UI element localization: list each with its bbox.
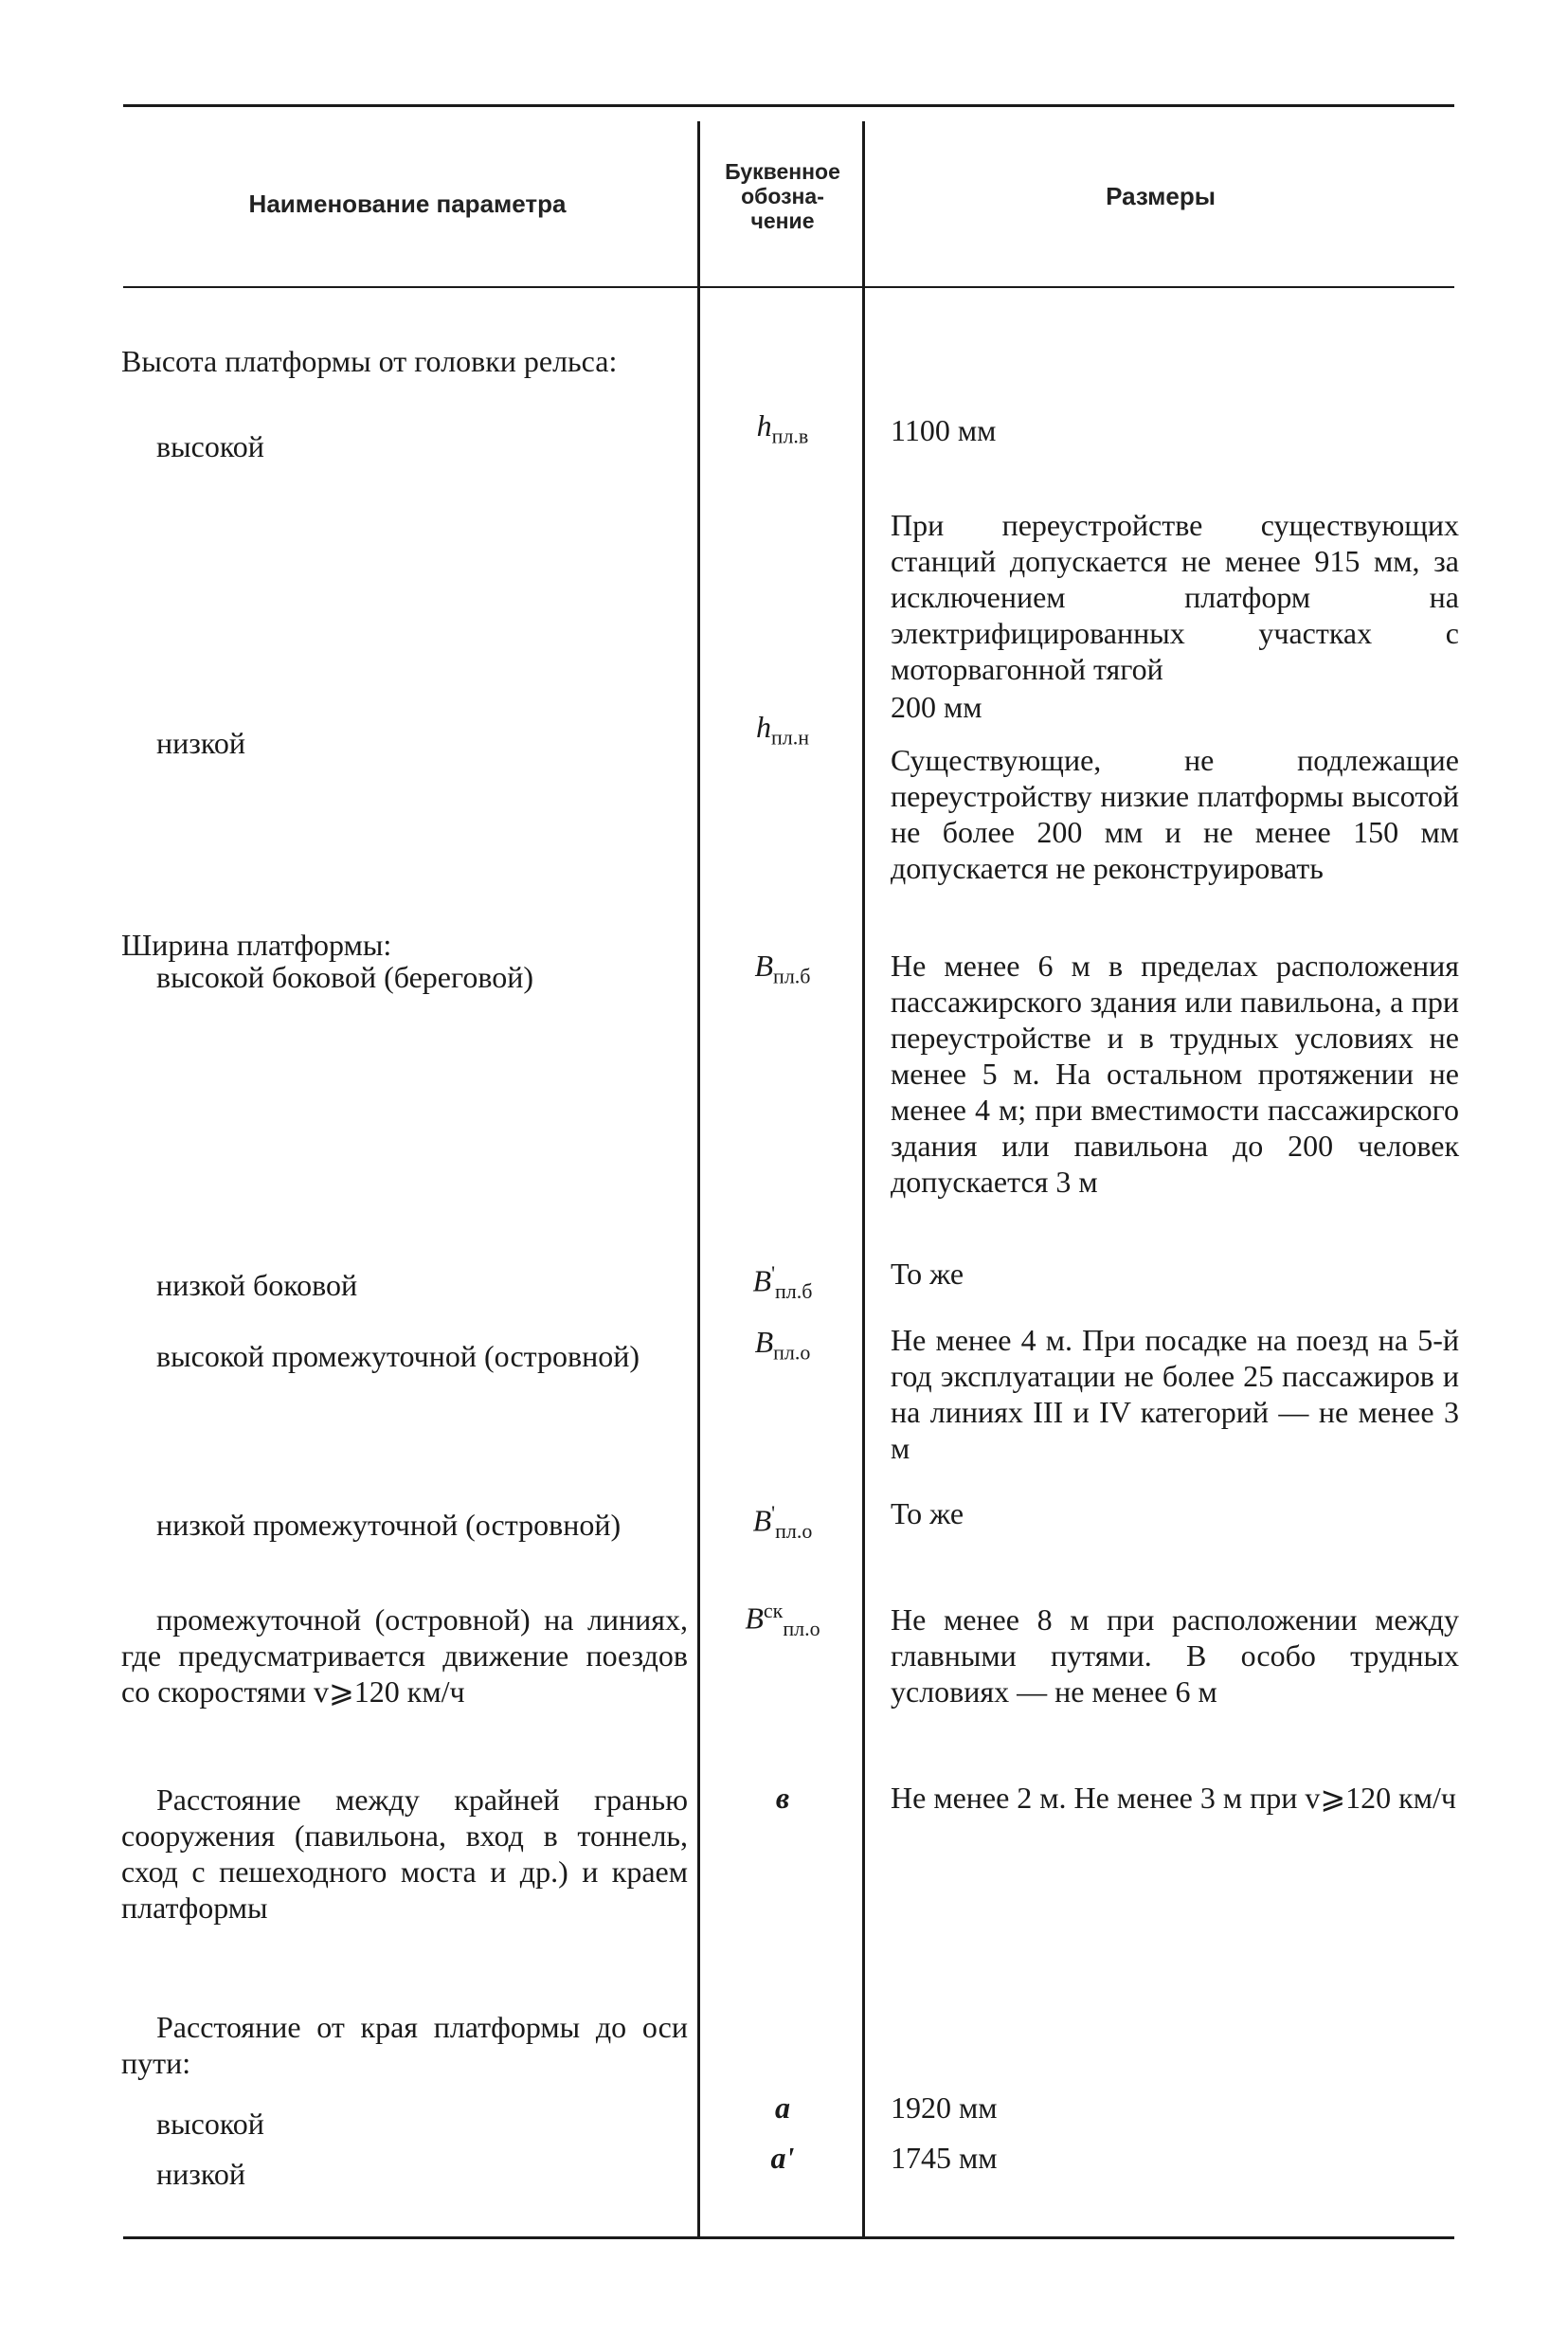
value-low-island: То же [891, 1496, 964, 1530]
value-fast-island: Не менее 8 м при расположении между главными путями. В особо трудных условиях — не менее 6 м [891, 1602, 1459, 1709]
value-axis-low: 1745 мм [891, 2141, 998, 2175]
header-sizes: Размеры [1106, 182, 1216, 210]
value-low-side: То же [891, 1257, 964, 1291]
symbol-sub: пл.н [770, 725, 810, 750]
header-symbol [703, 159, 862, 233]
symbol-sub: пл.в [771, 424, 809, 448]
row-high-island-label: высокой промежуточной (островной) [156, 1339, 640, 1373]
value-distance-edge: Не менее 2 м. Не менее 3 м при v⩾120 км/ч [891, 1781, 1456, 1815]
symbol-sub: пл.о [773, 1340, 811, 1365]
symbol-sup: ' [771, 1501, 776, 1525]
symbol-main: B [754, 949, 774, 983]
row-axis-title: Расстояние от края платформы до оси пути: [121, 2010, 688, 2080]
header-symbol-line: обозна- [741, 184, 824, 208]
value-high-island: Не менее 4 м. При посадке на поезд на 5-й год эксплуатации не более 25 пассажиров и на линиях III и IV категорий — не менее 3 м [891, 1323, 1459, 1465]
note-high: При переустройстве существующих станций допускается не менее 915 мм, за исключением платформ на электрифицированных участках с моторвагонной тягой [891, 508, 1459, 686]
row-fast-island-label: промежуточной (островной) на линиях, где предусматривается движение поездов со скоростями v⩾120 км/ч [121, 1602, 688, 1709]
row-low-label: низкой [156, 726, 245, 760]
symbol-low-island [703, 1495, 862, 1549]
symbol-distance-edge: в [775, 1781, 790, 1815]
symbol-axis-high: a [775, 2090, 790, 2125]
value-low: 200 мм [891, 690, 982, 724]
value-axis-high: 1920 мм [891, 2090, 998, 2125]
symbol-low-side [703, 1256, 862, 1310]
symbol-main: B [745, 1601, 764, 1636]
table-bottom-rule [123, 2236, 1454, 2239]
row-axis-low-label: низкой [156, 2157, 245, 2191]
symbol-high [703, 407, 862, 454]
header-bottom-rule [123, 286, 1454, 288]
symbol-main: B [752, 1503, 772, 1538]
row-high-side-label: высокой боковой (береговой) [156, 960, 533, 994]
symbol-main: B [754, 1325, 774, 1359]
row-distance-edge-label: Расстояние между крайней гранью сооружения (павильона, вход в тоннель, сход с пешеходного моста и др.) и краем платформы [121, 1782, 688, 1925]
symbol-axis-low: a' [770, 2141, 795, 2175]
row-width-title: Ширина платформы: [121, 928, 392, 962]
symbol-high-side [703, 948, 862, 994]
symbol-main: h [756, 408, 772, 443]
column-divider-2 [862, 121, 865, 2238]
symbol-sub: пл.б [775, 1279, 813, 1304]
symbol-sup: ск [763, 1599, 784, 1622]
note-low: Существующие, не подлежащие переустройству низкие платформы высотой не более 200 мм и не менее 150 мм допускается не реконструировать [891, 743, 1459, 885]
table-top-rule [123, 104, 1454, 107]
header-symbol-line: Буквенное [725, 159, 840, 184]
symbol-main: h [755, 710, 771, 744]
row-height-title: Высота платформы от головки рельса: [121, 344, 618, 378]
row-low-island-label: низкой промежуточной (островной) [156, 1508, 622, 1542]
column-divider-1 [697, 121, 700, 2238]
symbol-sup: ' [771, 1261, 776, 1285]
value-high: 1100 мм [891, 413, 997, 447]
row-high-label: высокой [156, 429, 264, 463]
symbol-fast-island [703, 1597, 862, 1643]
value-high-side: Не менее 6 м в пределах расположения пассажирского здания или павильона, а при переустройстве и в трудных условиях не менее 5 м. На остальном протяжении не менее 4 м; при вместимости пассажирского здания или павильона до 200 человек допускается 3 м [891, 949, 1459, 1199]
symbol-sub: пл.б [773, 964, 811, 988]
symbol-sub: пл.о [775, 1519, 813, 1544]
header-parameter-name: Наименование параметра [248, 190, 567, 218]
symbol-high-island [703, 1324, 862, 1370]
symbol-sub: пл.о [783, 1617, 820, 1641]
symbol-main: B [752, 1263, 772, 1298]
symbol-low [703, 709, 862, 755]
row-low-side-label: низкой боковой [156, 1268, 358, 1302]
header-symbol-line: чение [750, 208, 815, 233]
row-axis-high-label: высокой [156, 2107, 264, 2141]
